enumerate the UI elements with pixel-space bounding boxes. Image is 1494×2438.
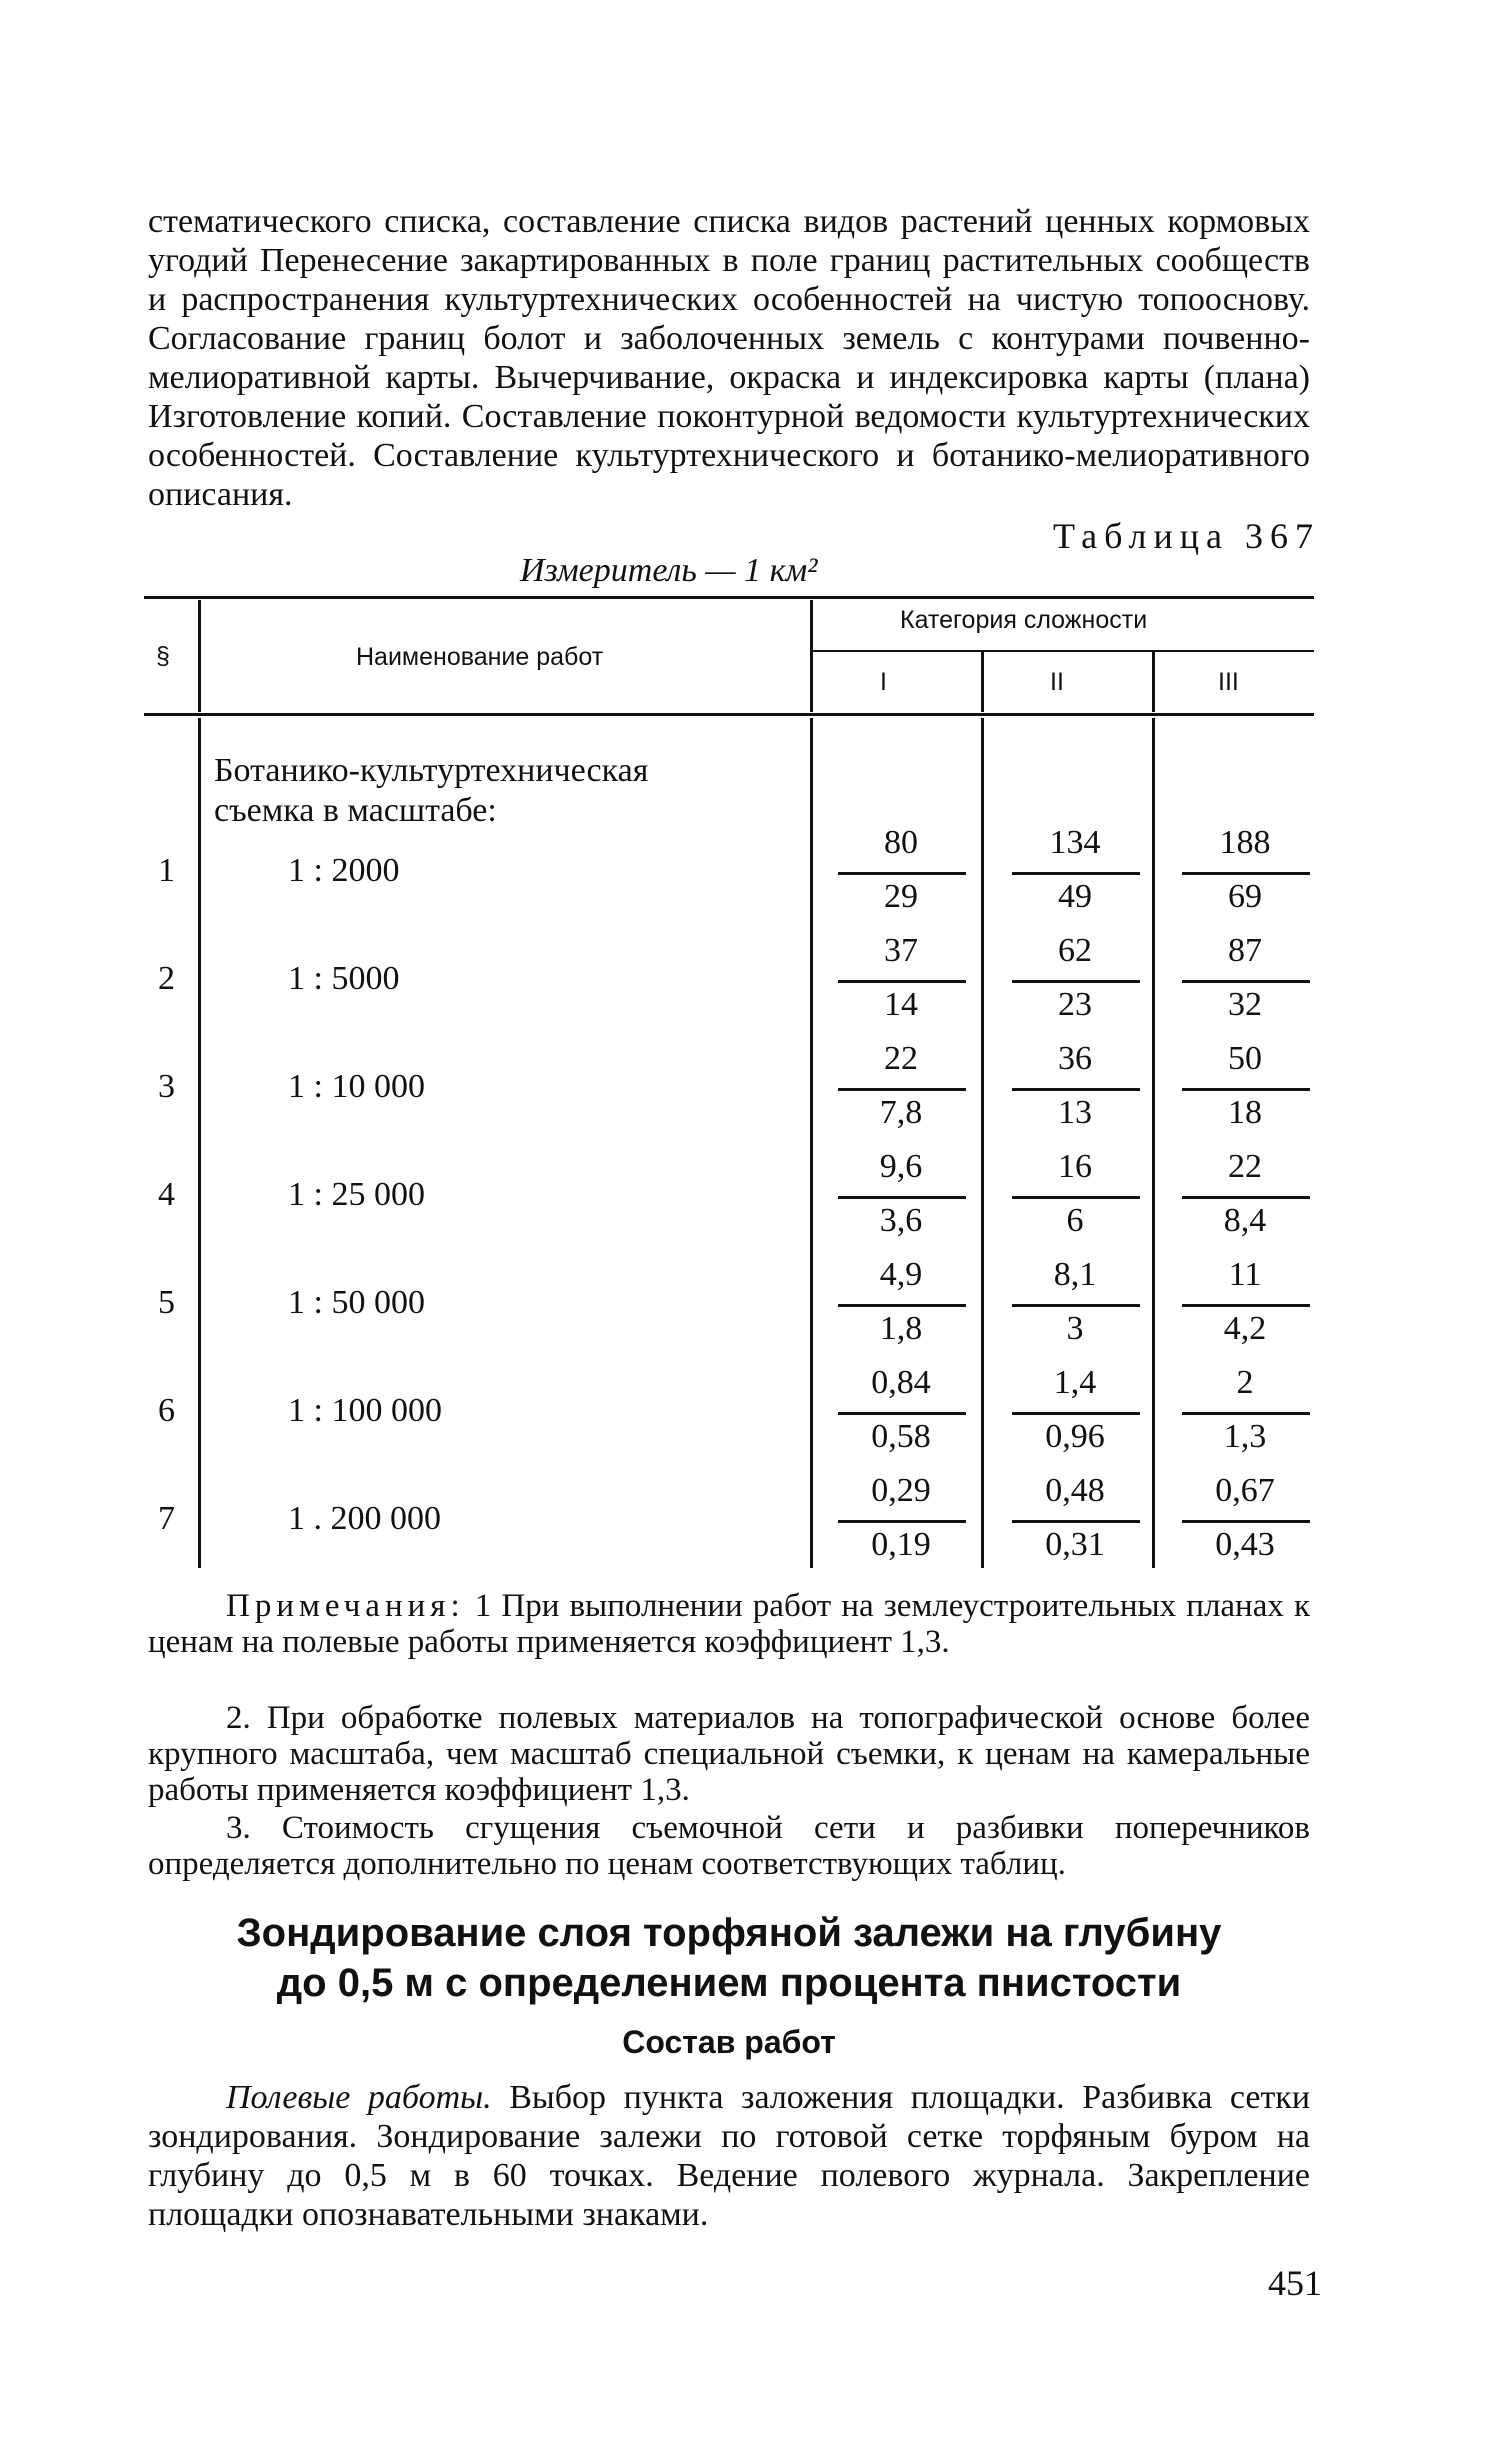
section-heading-line2: до 0,5 м с определением процента пнистости	[276, 1961, 1182, 2005]
field-works-label: Полевые работы.	[226, 2079, 492, 2116]
fraction-line	[1182, 1304, 1310, 1307]
fraction-denominator: 69	[1228, 878, 1262, 915]
fraction-numerator: 36	[1058, 1040, 1092, 1077]
subheading: Состав работ	[622, 2024, 836, 2060]
header-divider-3	[981, 652, 984, 712]
row-number: 5	[158, 1284, 175, 1321]
fraction-line	[1012, 872, 1140, 875]
fraction-line	[1012, 1304, 1140, 1307]
section-heading-line1: Зондирование слоя торфяной залежи на глубину	[236, 1911, 1222, 1955]
table-label: Таблица 367	[1053, 516, 1320, 556]
note-1-text: 1 При выполнении работ на землеустроительных планах к ценам на полевые работы применяется коэффициент 1,3.	[148, 1588, 1311, 1660]
fraction-numerator: 9,6	[879, 1148, 923, 1185]
fraction-denominator: 18	[1228, 1094, 1262, 1131]
row-scale: 1 : 5000	[288, 960, 400, 997]
header-group-rule	[810, 650, 1314, 652]
fraction-line	[1012, 1088, 1140, 1091]
fraction-denominator: 0,19	[871, 1526, 931, 1563]
header-category-group: Категория сложности	[900, 606, 1148, 634]
fraction-denominator: 13	[1058, 1094, 1092, 1131]
fraction-denominator: 0,43	[1215, 1526, 1275, 1563]
page-number: 451	[1268, 2263, 1322, 2303]
fraction-numerator: 2	[1236, 1364, 1254, 1401]
notes-label: Примечания:	[226, 1588, 465, 1624]
fraction-numerator: 4,9	[879, 1256, 923, 1293]
fraction-numerator: 8,1	[1053, 1256, 1097, 1293]
body-divider-3	[981, 718, 984, 1568]
note-3: 3. Стоимость сгущения съемочной сети и разбивки поперечников определяется дополнительно по ценам соответствующих таблиц.	[148, 1810, 1310, 1882]
header-work-name: Наименование работ	[356, 643, 604, 671]
note-2: 2. При обработке полевых материалов на топографической основе более крупного масштаба, чем масштаб специальной съемки, к ценам на камеральные работы применяется коэффициент 1,3.	[148, 1700, 1310, 1808]
header-divider-2	[810, 600, 813, 712]
fraction-numerator: 37	[884, 932, 918, 969]
fraction-line	[1012, 1520, 1140, 1523]
fraction-denominator: 3,6	[879, 1202, 923, 1239]
fraction-line	[1012, 980, 1140, 983]
header-category-2: II	[1050, 668, 1064, 696]
fraction-line	[1012, 1412, 1140, 1415]
fraction-numerator: 22	[1228, 1148, 1262, 1185]
fraction-denominator: 0,96	[1045, 1418, 1105, 1455]
fraction-line	[838, 1412, 966, 1415]
fraction-numerator: 0,84	[871, 1364, 931, 1401]
row-number: 3	[158, 1068, 175, 1105]
table-top-rule	[144, 596, 1314, 599]
row-scale: 1 . 200 000	[288, 1500, 441, 1537]
fraction-numerator: 87	[1228, 932, 1262, 969]
fraction-numerator: 16	[1058, 1148, 1092, 1185]
row-number: 4	[158, 1176, 175, 1213]
fraction-denominator: 0,58	[871, 1418, 931, 1455]
fraction-numerator: 0,29	[871, 1472, 931, 1509]
note-1	[148, 1588, 1310, 1660]
fraction-denominator: 49	[1058, 878, 1092, 915]
fraction-denominator: 7,8	[879, 1094, 923, 1131]
fraction-numerator: 50	[1228, 1040, 1262, 1077]
fraction-denominator: 14	[884, 986, 918, 1023]
fraction-denominator: 4,2	[1223, 1310, 1267, 1347]
body-divider-1	[198, 718, 201, 1568]
header-divider-4	[1152, 652, 1155, 712]
fraction-numerator: 1,4	[1053, 1364, 1097, 1401]
fraction-line	[838, 1520, 966, 1523]
fraction-line	[1182, 1196, 1310, 1199]
row-scale: 1 : 25 000	[288, 1176, 425, 1213]
field-works-text: Выбор пункта заложения площадки. Разбивка сетки зондирования. Зондирование залежи по готовой сетке торфяным буром на глубину до 0,5 м в 60 точках. Ведение полевого журнала. Закрепление площадки опознавательными знаками.	[148, 2079, 1311, 2233]
fraction-denominator: 6	[1066, 1202, 1084, 1239]
fraction-denominator: 1,3	[1223, 1418, 1267, 1455]
fraction-numerator: 11	[1228, 1256, 1262, 1293]
row-scale: 1 : 2000	[288, 852, 400, 889]
fraction-denominator: 23	[1058, 986, 1092, 1023]
section-title-line2: съемка в масштабе:	[214, 792, 497, 829]
fraction-line	[838, 1088, 966, 1091]
fraction-line	[1012, 1196, 1140, 1199]
header-section-symbol: §	[156, 642, 170, 670]
fraction-numerator: 80	[884, 824, 918, 861]
fraction-numerator: 62	[1058, 932, 1092, 969]
fraction-line	[838, 872, 966, 875]
fraction-line	[1182, 1088, 1310, 1091]
row-number: 1	[158, 852, 175, 889]
header-bottom-rule	[144, 713, 1314, 716]
section-title-line1: Ботанико-культуртехническая	[214, 752, 649, 789]
fraction-denominator: 29	[884, 878, 918, 915]
field-works-paragraph	[148, 2078, 1310, 2234]
body-divider-4	[1152, 718, 1155, 1568]
header-category-3: III	[1218, 668, 1239, 696]
header-category-1: I	[880, 668, 887, 696]
row-number: 7	[158, 1500, 175, 1537]
fraction-numerator: 0,48	[1045, 1472, 1105, 1509]
intro-paragraph: стематического списка, составление списка видов растений ценных кормовых угодий Перенесение закартированных в поле границ растительных сообществ и распространения культуртехнических особенностей на чистую топооснову. Согласование границ болот и заболоченных земель с контурами почвенно-мелиоративной карты. Вычерчивание, окраска и индексировка карты (плана) Изготовление копий. Составление поконтурной ведомости культуртехнических особенностей. Составление культуртехнического и ботанико-мелиоративного описания.	[148, 203, 1310, 513]
body-divider-2	[810, 718, 813, 1568]
fraction-denominator: 1,8	[879, 1310, 923, 1347]
fraction-denominator: 3	[1066, 1310, 1084, 1347]
fraction-numerator: 0,67	[1215, 1472, 1275, 1509]
fraction-line	[1182, 980, 1310, 983]
fraction-denominator: 32	[1228, 986, 1262, 1023]
table-unit: Измеритель — 1 км²	[520, 552, 818, 589]
fraction-numerator: 134	[1049, 824, 1101, 861]
row-number: 2	[158, 960, 175, 997]
header-divider-1	[198, 600, 201, 712]
row-scale: 1 : 100 000	[288, 1392, 442, 1429]
fraction-line	[838, 1196, 966, 1199]
fraction-denominator: 0,31	[1045, 1526, 1105, 1563]
fraction-line	[1182, 1412, 1310, 1415]
fraction-numerator: 188	[1219, 824, 1271, 861]
fraction-line	[1182, 872, 1310, 875]
fraction-denominator: 8,4	[1223, 1202, 1267, 1239]
row-scale: 1 : 10 000	[288, 1068, 425, 1105]
fraction-line	[838, 1304, 966, 1307]
row-scale: 1 : 50 000	[288, 1284, 425, 1321]
fraction-numerator: 22	[884, 1040, 918, 1077]
fraction-line	[1182, 1520, 1310, 1523]
row-number: 6	[158, 1392, 175, 1429]
fraction-line	[838, 980, 966, 983]
